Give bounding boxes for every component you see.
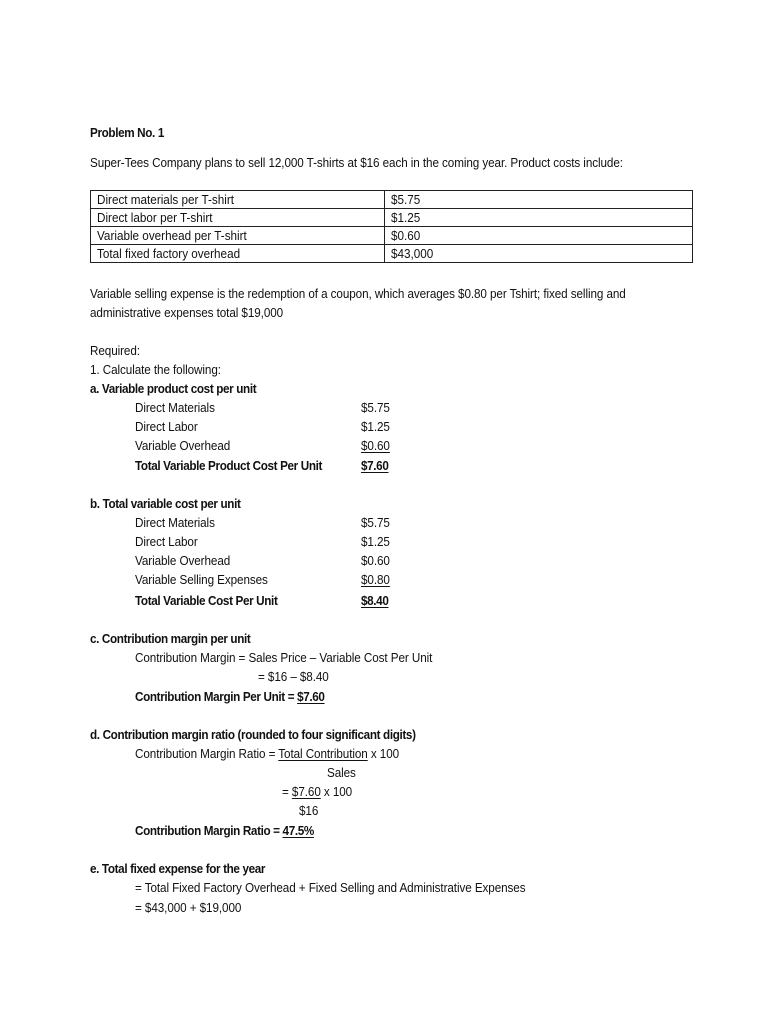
- part-c-formula: Contribution Margin = Sales Price – Variable Cost Per Unit: [135, 650, 433, 665]
- cost-item: Variable overhead per T-shirt: [91, 227, 385, 245]
- part-b-row-label: Direct Labor: [135, 534, 198, 549]
- part-a-row-label: Variable Overhead: [135, 438, 231, 453]
- part-d-sub-numerator: $7.60: [291, 784, 321, 799]
- part-e-formula: = Total Fixed Factory Overhead + Fixed Selling and Administrative Expenses: [135, 880, 526, 895]
- part-a-row-value: $0.60: [361, 438, 390, 453]
- part-d-formula: Contribution Margin Ratio = Total Contribution x 100: [135, 746, 400, 761]
- table-row: [91, 209, 693, 227]
- part-a-total-value: $7.60: [361, 458, 389, 473]
- part-d-result-value: 47.5%: [282, 823, 314, 838]
- part-b-total-label: Total Variable Cost Per Unit: [135, 593, 278, 608]
- problem-title: Problem No. 1: [90, 125, 164, 140]
- part-b-row-value: $0.80: [361, 572, 390, 587]
- part-a-row-value: $1.25: [361, 419, 390, 434]
- part-b-row-label: Variable Overhead: [135, 553, 231, 568]
- cost-item: Direct labor per T-shirt: [91, 209, 385, 227]
- selling-expense-line-2: administrative expenses total $19,000: [90, 305, 284, 320]
- part-a-row-label: Direct Labor: [135, 419, 198, 434]
- part-b-row-value: $0.60: [361, 553, 390, 568]
- cost-item: Total fixed factory overhead: [91, 245, 385, 263]
- table-row: [91, 245, 693, 263]
- part-a-total-label: Total Variable Product Cost Per Unit: [135, 458, 323, 473]
- part-d-denominator: Sales: [327, 765, 356, 780]
- part-b-heading: b. Total variable cost per unit: [90, 496, 241, 511]
- part-d-numerator: Total Contribution: [278, 746, 368, 761]
- part-b-row-value: $1.25: [361, 534, 390, 549]
- part-d-substitution: = $7.60 x 100: [282, 784, 353, 799]
- part-d-sub-denominator: $16: [299, 803, 319, 818]
- selling-expense-line-1: Variable selling expense is the redemption of a coupon, which averages $0.80 per Tshirt; fixed selling and: [90, 286, 626, 301]
- part-b-row-label: Variable Selling Expenses: [135, 572, 268, 587]
- part-d-result: Contribution Margin Ratio = 47.5%: [135, 823, 314, 838]
- intro-text: Super-Tees Company plans to sell 12,000 T-shirts at $16 each in the coming year. Product costs include:: [90, 155, 623, 170]
- cost-value: $5.75: [385, 191, 693, 209]
- required-label: Required:: [90, 343, 140, 358]
- cost-value: $1.25: [385, 209, 693, 227]
- cost-value: $0.60: [385, 227, 693, 245]
- part-a-row-label: Direct Materials: [135, 400, 215, 415]
- part-c-result: Contribution Margin Per Unit = $7.60: [135, 689, 325, 704]
- part-b-row-label: Direct Materials: [135, 515, 215, 530]
- part-e-substitution: = $43,000 + $19,000: [135, 900, 242, 915]
- instruction-text: 1. Calculate the following:: [90, 362, 221, 377]
- cost-value: $43,000: [385, 245, 693, 263]
- cost-item: Direct materials per T-shirt: [91, 191, 385, 209]
- part-a-heading: a. Variable product cost per unit: [90, 381, 257, 396]
- part-e-heading: e. Total fixed expense for the year: [90, 861, 266, 876]
- part-a-row-value: $5.75: [361, 400, 390, 415]
- part-d-heading: d. Contribution margin ratio (rounded to four significant digits): [90, 727, 416, 742]
- product-cost-table: [90, 190, 693, 263]
- table-row: [91, 227, 693, 245]
- part-c-substitution: = $16 – $8.40: [258, 669, 329, 684]
- part-c-result-value: $7.60: [297, 689, 325, 704]
- part-b-row-value: $5.75: [361, 515, 390, 530]
- part-b-total-value: $8.40: [361, 593, 389, 608]
- part-c-heading: c. Contribution margin per unit: [90, 631, 251, 646]
- table-row: [91, 191, 693, 209]
